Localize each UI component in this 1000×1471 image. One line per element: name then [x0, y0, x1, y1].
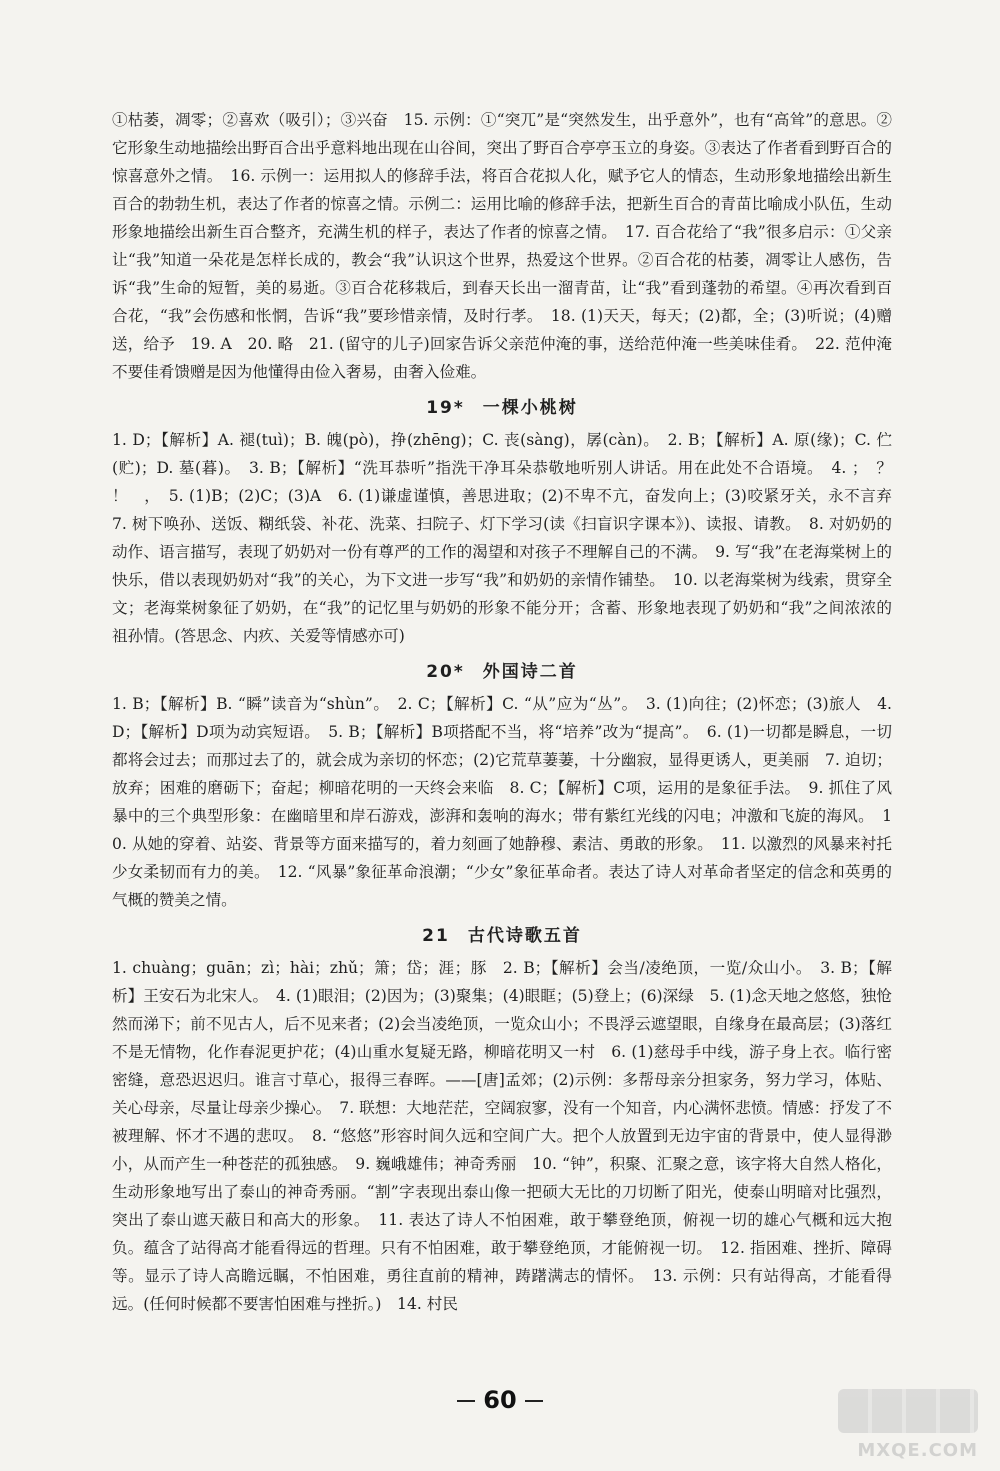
lesson-19-answers: 1. D；【解析】A. 褪(tuì)；B. 魄(pò)，挣(zhēng)；C. 丧(sàng)，孱(càn)。 2. B；【解析】A. 原(缘)；C. 伫(贮)；D. 墓(暮)。 3. B；【解析】“洗耳恭听”指洗干净耳朵恭敬地听别人讲话。用在此处不合语境。 4. ； ？ ！ ， 5. (1)B；(2)C；(3)A 6. (1)谦虚谨慎，善思进取；(2)不卑不亢，奋发向上；(3)咬紧牙关，永不言弃 7. 树下唤孙、送饭、糊纸袋、补花、洗菜、扫院子、灯下学习(读《扫盲识字课本》)、读报、请教。 8. 对奶奶的动作、语言描写，表现了奶奶对一份有尊严的工作的渴望和对孩子不理解自己的不满。 9. 写“我”在老海棠树上的快乐，借以表现奶奶对“我”的关心，为下文进一步写“我”和奶奶的亲情作铺垫。 10. 以老海棠树为线索，贯穿全文；老海棠树象征了奶奶，在“我”的记忆里与奶奶的形象不能分开；含蓄、形象地表现了奶奶和“我”之间浓浓的祖孙情。(答思念、内疚、关爱等情感亦可) [112, 431, 908, 645]
watermark-logo-icon [838, 1389, 978, 1433]
lesson-number: 20* [426, 662, 465, 682]
lesson-20-answers: 1. B；【解析】B. “瞬”读音为“shùn”。 2. C；【解析】C. “从”应为“丛”。 3. (1)向往；(2)怀恋；(3)旅人 4. D；【解析】D项为动宾短语。 5. B；【解析】B项搭配不当，将“培养”改为“提高”。 6. (1)一切都是瞬息，一切都将会过去；而那过去了的，就会成为亲切的怀恋；(2)它荒草萋萋，十分幽寂，显得更诱人，更美丽 7. 迫切；放弃；困难的磨砺下；奋起；柳暗花明的一天终会来临 8. C；【解析】C项，运用的是象征手法。 9. 抓住了风暴中的三个典型形象：在幽暗里和岸石游戏，澎湃和轰响的海水；带有紫红光线的闪电；冲激和飞旋的海风。 10. 从她的穿着、站姿、背景等方面来描写的，着力刻画了她静穆、素洁、勇敢的形象。 11. 以激烈的风暴来衬托少女柔韧而有力的美。 12. “风暴”象征革命浪潮；“少女”象征革命者。表达了诗人对革命者坚定的信念和英勇的气概的赞美之情。 [112, 695, 892, 909]
lesson-title: 外国诗二首 [482, 662, 578, 682]
watermark-site: MXQE.COM [857, 1440, 978, 1461]
lesson-number: 19* [426, 398, 465, 418]
watermark [832, 1389, 982, 1461]
lesson-21-answers: 1. chuàng；guān；zì；hài；zhǔ；箫；岱；涯；豚 2. B；【解析】会当/凌绝顶，一览/众山小。 3. B；【解析】王安石为北宋人。 4. (1)眼泪；(2)因为；(3)聚集；(4)眼眶；(5)登上；(6)深绿 5. (1)念天地之悠悠，独怆然而涕下；前不见古人，后不见来者；(2)会当凌绝顶，一览众山小；不畏浮云遮望眼，自缘身在最高层；(3)落红不是无情物，化作春泥更护花；(4)山重水复疑无路，柳暗花明又一村 6. (1)慈母手中线，游子身上衣。临行密密缝，意恐迟迟归。谁言寸草心，报得三春晖。——[唐]孟郊；(2)示例：多帮母亲分担家务，努力学习，体贴、关心母亲，尽量让母亲少操心。 7. 联想：大地茫茫，空阔寂寥，没有一个知音，内心满怀悲愤。情感：抒发了不被理解、怀才不遇的悲叹。 8. “悠悠”形容时间久远和空间广大。把个人放置到无边宇宙的背景中，使人显得渺小，从而产生一种苍茫的孤独感。 9. 巍峨雄伟；神奇秀丽 10. “钟”，积聚、汇聚之意，该字将大自然人格化，生动形象地写出了泰山的神奇秀丽。“割”字表现出泰山像一把硕大无比的刀切断了阳光，使泰山明暗对比强烈，突出了泰山遮天蔽日和高大的形象。 11. 表达了诗人不怕困难，敢于攀登绝顶，俯视一切的雄心气概和远大抱负。蕴含了站得高才能看得远的哲理。只有不怕困难，敢于攀登绝顶，才能俯视一切。 12. 指困难、挫折、障碍等。显示了诗人高瞻远瞩，不怕困难，勇往直前的精神，踌躇满志的情怀。 13. 示例：只有站得高，才能看得远。(任何时候都不要害怕困难与挫折。) 14. 村民 [112, 959, 892, 1313]
lesson-heading-20 [112, 658, 892, 686]
lesson-heading-21 [112, 922, 892, 950]
section-intro-answers: ①枯萎，凋零；②喜欢（吸引）；③兴奋 15. 示例：①“突兀”是“突然发生，出乎意外”，也有“高耸”的意思。②它形象生动地描绘出野百合出乎意料地出现在山谷间，突出了野百合亭亭玉立的身姿。③表达了作者看到野百合的惊喜意外之情。 16. 示例一：运用拟人的修辞手法，将百合花拟人化，赋予它人的情态，生动形象地描绘出新生百合的勃勃生机，表达了作者的惊喜之情。示例二：运用比喻的修辞手法，把新生百合的青苗比喻成小队伍，生动形象地描绘出新生百合整齐，充满生机的样子，表达了作者的惊喜之情。 17. 百合花给了“我”很多启示：①父亲让“我”知道一朵花是怎样长成的，教会“我”认识这个世界，热爱这个世界。②百合花的枯萎，凋零让人感伤，告诉“我”生命的短暂，美的易逝。③百合花移栽后，到春天长出一溜青苗，让“我”看到蓬勃的希望。④再次看到百合花，“我”会伤感和怅惘，告诉“我”要珍惜亲情，及时行孝。 18. (1)天天，每天；(2)都，全；(3)听说；(4)赠送，给予 19. A 20. 略 21. (留守的儿子)回家告诉父亲范仲淹的事，送给范仲淹一些美味佳肴。 22. 范仲淹不要佳肴馈赠是因为他懂得由俭入奢易，由奢入俭难。 [112, 111, 892, 381]
answer-page [112, 106, 908, 1318]
footer-dash-right [525, 1400, 543, 1402]
footer-dash-left [457, 1400, 475, 1402]
lesson-title: 一棵小桃树 [482, 398, 578, 418]
lesson-number: 21 [422, 926, 450, 946]
lesson-heading-19 [112, 394, 892, 422]
page-number: 60 [483, 1386, 517, 1414]
lesson-title: 古代诗歌五首 [467, 926, 582, 946]
